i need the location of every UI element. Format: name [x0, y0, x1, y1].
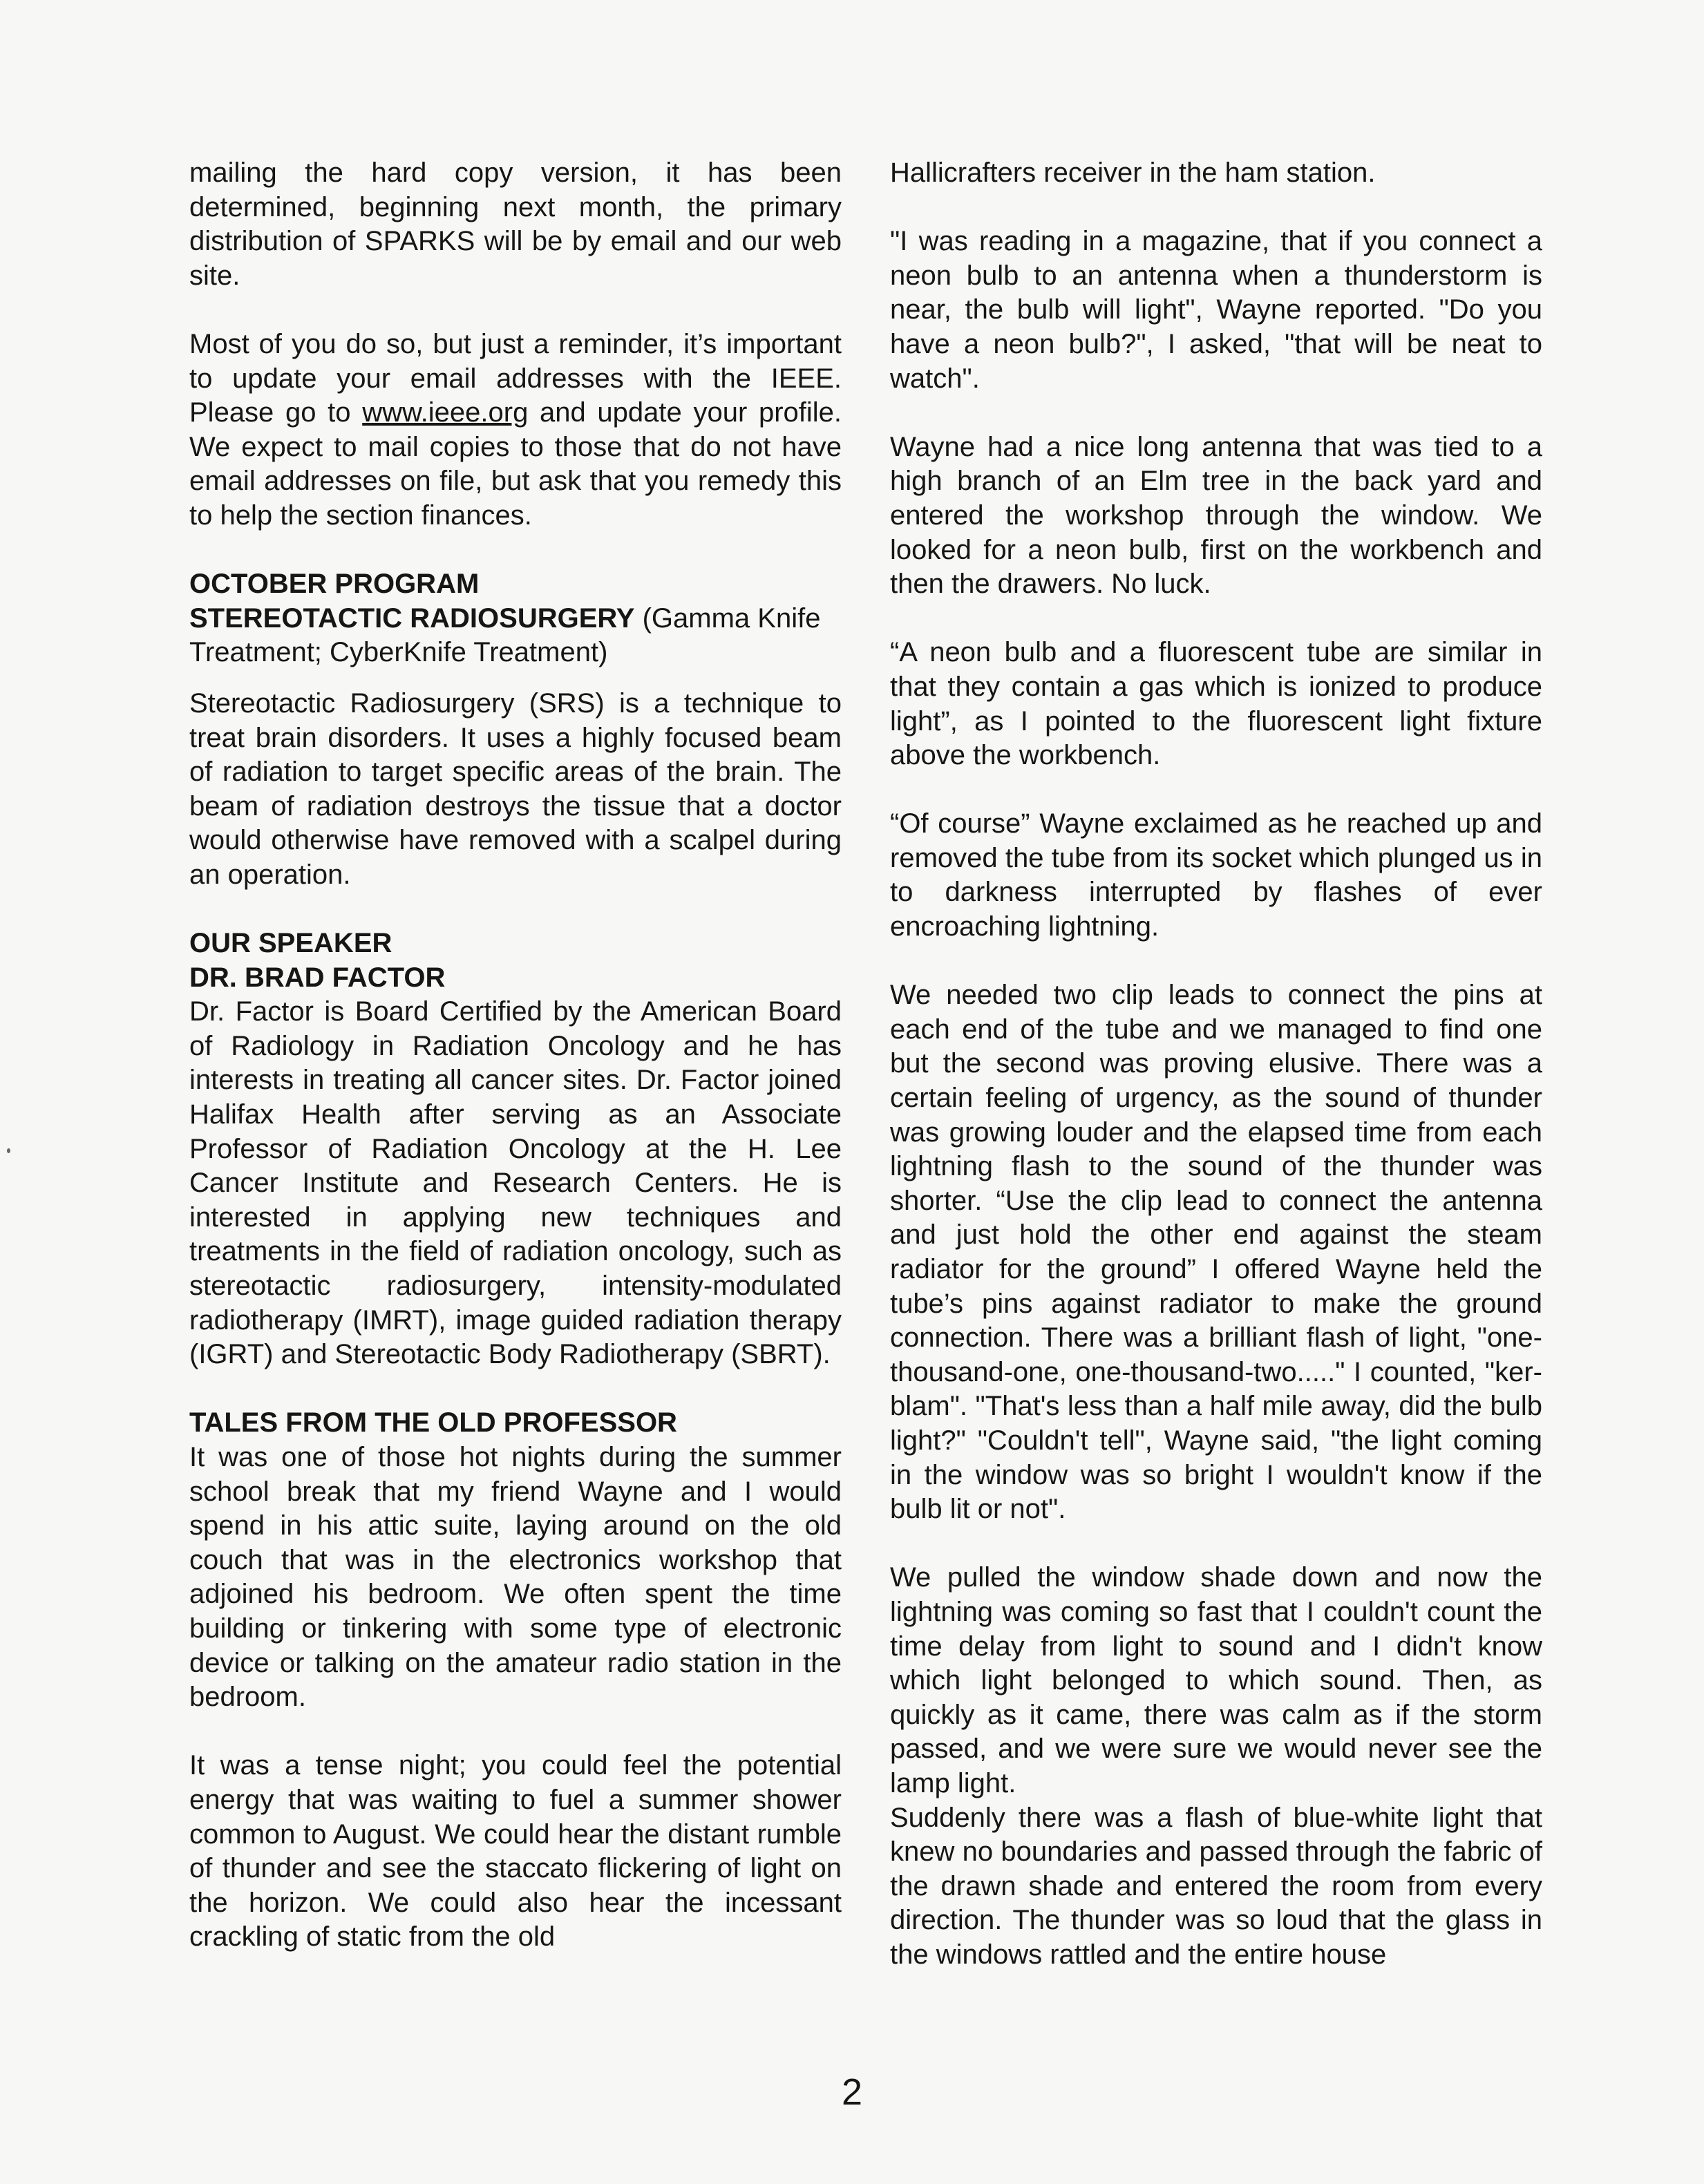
story-paragraph-1: Hallicrafters receiver in the ham station.: [890, 158, 1376, 188]
our-speaker-heading: OUR SPEAKER: [189, 928, 392, 959]
distribution-paragraph: mailing the hard copy version, it has been determined, beginning next month, the primary distribution of SPARKS will be by email and our web site.: [189, 158, 842, 291]
story-paragraph-5: “Of course” Wayne exclaimed as he reached up and removed the tube from its socket which plunged us in to darkness interrupted by flashes of ever encroaching lightning.: [890, 808, 1542, 942]
right-column: [890, 156, 1542, 1972]
left-column: [189, 156, 842, 1955]
story-paragraph-8: Suddenly there was a flash of blue-white light that knew no boundaries and passed through the fabric of the drawn shade and entered the room from every direction. The thunder was so loud that the glass in the windows rattled and the entire house: [890, 1802, 1542, 1970]
email-reminder-text-start: Most of you do so, but just a reminder, it’s important to update your email addresses with the IEEE. Please go to: [189, 328, 842, 428]
srs-heading-bold: STEREOTACTIC RADIOSURGERY: [189, 602, 635, 634]
october-program-heading: OCTOBER PROGRAM: [189, 569, 480, 600]
email-reminder-text-end: and update your profile. We expect to mail copies to those that do not have email addresses on file, but ask that you remedy this to help the section finances.: [189, 397, 842, 531]
srs-heading: [189, 602, 842, 670]
page-number: 2: [841, 2071, 863, 2113]
story-paragraph-3: Wayne had a nice long antenna that was tied to a high branch of an Elm tree in the back yard and entered the workshop through the window. We looked for a neon bulb, first on the workbench and then the drawers. No luck.: [890, 431, 1542, 600]
srs-description-paragraph: Stereotactic Radiosurgery (SRS) is a technique to treat brain disorders. It uses a highly focused beam of radiation to target specific areas of the brain. The beam of radiation destroys the tissue that a doctor would otherwise have removed with a scalpel during an operation.: [189, 687, 842, 890]
story-paragraph-6: We needed two clip leads to connect the pins at each end of the tube and we managed to find one but the second was proving elusive. There was a certain feeling of urgency, as the sound of thunder was growing louder and the elapsed time from each lightning flash to the sound of the thunder was shorter. “Use the clip lead to connect the antenna and just hold the other end against the steam radiator for the ground” I offered Wayne held the tube’s pins against radiator to make the ground connection. There was a brilliant flash of light, "one-thousand-one, one-thousand-two....." I counted, "ker-blam". "That's less than a half mile away, did the bulb light?" "Couldn't tell", Wayne said, "the light coming in the window was so bright I wouldn't know if the bulb lit or not".: [890, 980, 1542, 1525]
srs-heading-subtitle: (Gamma Knife Treatment; CyberKnife Treatment): [189, 602, 821, 668]
speaker-name-heading: DR. BRAD FACTOR: [189, 962, 446, 993]
tales-paragraph-1: It was one of those hot nights during the summer school break that my friend Wayne and I would spend in his attic suite, laying around on the old couch that was in the electronics workshop that adjoined his bedroom. We often spent the time building or tinkering with some type of electronic device or talking on the amateur radio station in the bedroom.: [189, 1441, 842, 1713]
story-paragraph-7: We pulled the window shade down and now the lightning was coming so fast that I couldn't count the time delay from light to sound and I didn't know which light belonged to which sound. Then, as quickly as it came, there was calm as if the storm passed, and we were sure we would never see the lamp light.: [890, 1562, 1542, 1798]
tales-heading: TALES FROM THE OLD PROFESSOR: [189, 1407, 677, 1438]
scan-speck: [7, 1148, 10, 1153]
ieee-website-link[interactable]: www.ieee.org: [362, 397, 529, 428]
story-paragraph-4: “A neon bulb and a fluorescent tube are similar in that they contain a gas which is ionized to produce light”, as I pointed to the fluorescent light fixture above the workbench.: [890, 637, 1542, 771]
story-paragraph-2: "I was reading in a magazine, that if you connect a neon bulb to an antenna when a thunderstorm is near, the bulb will light", Wayne reported. "Do you have a neon bulb?", I asked, "that will be neat to watch".: [890, 226, 1542, 394]
speaker-bio-paragraph: Dr. Factor is Board Certified by the American Board of Radiology in Radiation Oncology and he has interests in treating all cancer sites. Dr. Factor joined Halifax Health after serving as an Associate Professor of Radiation Oncology at the H. Lee Cancer Institute and Research Centers. He is interested in applying new techniques and treatments in the field of radiation oncology, such as stereotactic radiosurgery, intensity-modulated radiotherapy (IMRT), image guided radiation therapy (IGRT) and Stereotactic Body Radiotherapy (SBRT).: [189, 996, 842, 1370]
tales-paragraph-2: It was a tense night; you could feel the potential energy that was waiting to fuel a summer shower common to August. We could hear the distant rumble of thunder and see the staccato flickering of light on the horizon. We could also hear the incessant crackling of static from the old: [189, 1750, 842, 1953]
email-reminder-paragraph: [189, 327, 842, 533]
